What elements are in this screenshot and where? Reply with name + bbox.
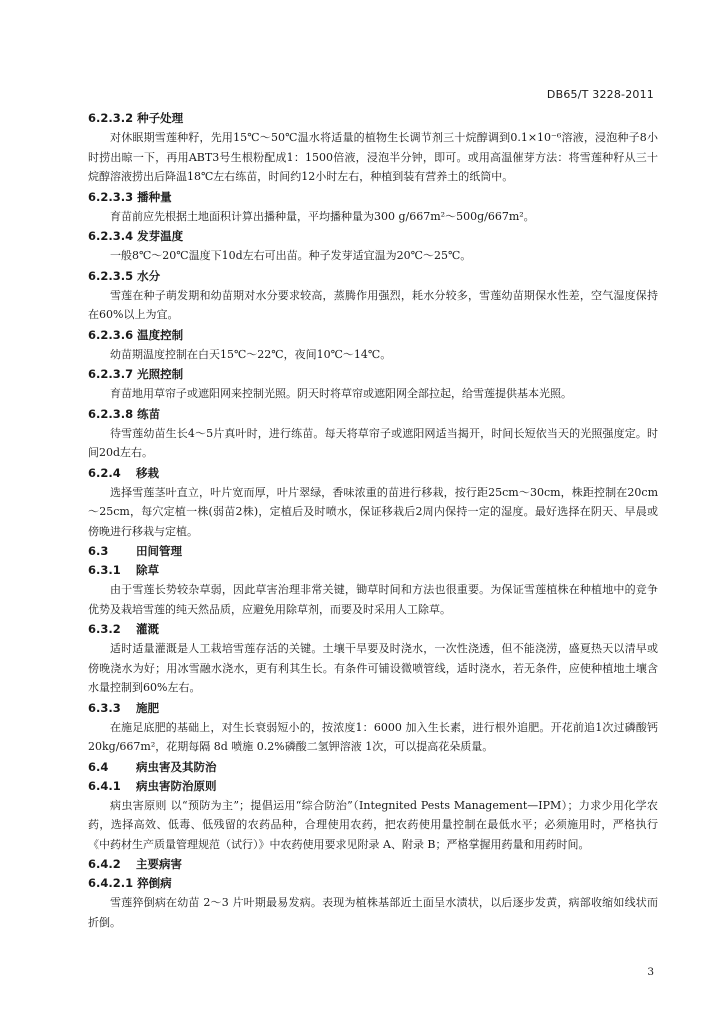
- section-number: 6.3.3: [88, 700, 121, 715]
- body-paragraph: 育苗前应先根据土地面积计算出播种量，平均播种量为300 g/667m²～500g/667m²。: [110, 209, 535, 223]
- section-heading: [88, 621, 658, 638]
- section-title: 发芽温度: [137, 229, 184, 243]
- section-heading: [88, 856, 658, 873]
- body-paragraph: 幼苗期温度控制在白天15℃～22℃，夜间10℃～14℃。: [110, 347, 392, 361]
- section-number: 6.2.3.3: [88, 189, 134, 204]
- section-title: 灌溉: [136, 622, 159, 636]
- section-number: 6.2.3.5: [88, 268, 134, 283]
- section-number: 6.3.2: [88, 622, 121, 636]
- section-title: 施肥: [136, 700, 159, 715]
- section-title: 主要病害: [136, 857, 182, 871]
- section-title: 播种量: [137, 189, 172, 204]
- standard-code: DB65/T 3228-2011: [546, 88, 654, 101]
- section-number: 6.4.1: [88, 778, 121, 793]
- section-heading: [88, 327, 658, 344]
- section-title: 种子处理: [137, 111, 184, 125]
- body-paragraph: 雪莲在种子萌发期和幼苗期对水分要求较高，蒸腾作用强烈，耗水分较多，雪莲幼苗期保水性差，空气湿度保持在60%以上为宜。: [88, 288, 658, 321]
- body-paragraph: 选择雪莲茎叶直立，叶片宽而厚，叶片翠绿，香味浓重的苗进行移栽，按行距25cm～30cm，株距控制在20cm～25cm，每穴定植一株(弱苗2株)，定植后及时喷水，保证移栽后2周内保持一定的湿度。最好选择在阴天、早晨或傍晚进行移栽与定植。: [88, 485, 658, 538]
- section-title: 除草: [136, 563, 159, 577]
- section-heading: [88, 759, 658, 776]
- section-heading: [88, 110, 658, 127]
- section-number: 6.2.3.6: [88, 327, 134, 342]
- body-paragraph: 在施足底肥的基础上，对生长衰弱短小的，按浓度1：6000 加入生长素，进行根外追肥。开花前追1次过磷酸钙 20kg/667m²，花期每隔 8d 喷施 0.2%磷酸二氢钾溶液 1次，可以提高花朵质量。: [88, 720, 658, 753]
- section-number: 6.2.3.8: [88, 406, 134, 421]
- section-heading: [88, 543, 658, 560]
- section-title: 练苗: [137, 406, 161, 421]
- section-heading: [88, 268, 658, 285]
- section-title: 病虫害防治原则: [136, 778, 217, 793]
- section-title: 移栽: [136, 465, 159, 480]
- document-body: [88, 108, 658, 932]
- body-paragraph: 一般8℃～20℃温度下10d左右可出苗。种子发芽适宜温为20℃～25℃。: [110, 249, 472, 262]
- section-heading: [88, 228, 658, 245]
- section-number: 6.4: [88, 759, 109, 774]
- section-title: 病虫害及其防治: [136, 759, 217, 774]
- section-number: 6.2.4: [88, 465, 121, 480]
- section-title: 温度控制: [137, 327, 184, 342]
- body-paragraph: 由于雪莲长势较杂草弱，因此草害治理非常关键，锄草时间和方法也很重要。为保证雪莲植株在种植地中的竞争优势及栽培雪莲的纯天然品质，应避免用除草剂，而要及时采用人工除草。: [88, 583, 658, 616]
- section-title: 田间管理: [136, 544, 182, 558]
- section-number: 6.2.3.4: [88, 229, 134, 243]
- section-heading: [88, 366, 658, 383]
- body-paragraph: 雪莲猝倒病在幼苗 2～3 片叶期最易发病。表现为植株基部近土面呈水渍状，以后逐步发黄，病部收缩如线状而折倒。: [88, 896, 658, 929]
- section-title: 光照控制: [137, 367, 184, 381]
- section-number: 6.4.2: [88, 857, 121, 871]
- section-heading: [88, 778, 658, 795]
- section-heading: [88, 189, 658, 206]
- section-heading: [88, 406, 658, 423]
- section-number: 6.3.1: [88, 563, 121, 577]
- body-paragraph: 对休眠期雪莲种籽，先用15℃～50℃温水将适量的植物生长调节剂三十烷醇调到0.1×10⁻⁶溶液，浸泡种子8小时捞出晾一下，再用ABT3号生根粉配成1：1500倍液，浸泡半分钟，即可。或用高温催芽方法：将雪莲种籽从三十烷醇溶液捞出后降温18℃左右练苗，时间约12小时左右，种植到装有营养土的纸筒中。: [88, 131, 658, 183]
- section-number: 6.2.3.2: [88, 111, 134, 125]
- body-paragraph: 育苗地用草帘子或遮阳网来控制光照。阴天时将草帘或遮阳网全部拉起，给雪莲提供基本光照。: [110, 387, 572, 400]
- page-number: 3: [647, 966, 654, 978]
- body-paragraph: 病虫害原则 以“预防为主”；提倡运用“综合防治”（Integnited Pests Management—IPM）；力求少用化学农药，选择高效、低毒、低残留的农药品种，合理使用农药，把农药使用量控制在最低水平；必须施用时，严格执行《中药材生产质量管理规范（试行）》中农药使用要求见附录 A、附录 B；严格掌握用药量和用药时间。: [88, 798, 658, 851]
- section-title: 猝倒病: [137, 876, 172, 890]
- body-paragraph: 待雪莲幼苗生长4～5片真叶时，进行练苗。每天将草帘子或遮阳网适当揭开，时间长短依当天的光照强度定。时间20d左右。: [88, 426, 658, 459]
- section-heading: [88, 562, 658, 579]
- section-number: 6.2.3.7: [88, 367, 134, 381]
- body-paragraph: 适时适量灌溉是人工栽培雪莲存活的关键。土壤干旱要及时浇水，一次性浇透，但不能浇涝，盛夏热天以清早或傍晚浇水为好；用冰雪融水浇水，更有利其生长。有条件可铺设微喷管线，适时浇水，若无条件，应使种植地土壤含水量控制到60%左右。: [88, 642, 658, 694]
- section-heading: [88, 465, 658, 482]
- section-heading: [88, 875, 658, 892]
- section-title: 水分: [137, 268, 161, 283]
- section-heading: [88, 700, 658, 717]
- section-number: 6.3: [88, 544, 109, 558]
- section-number: 6.4.2.1: [88, 876, 134, 890]
